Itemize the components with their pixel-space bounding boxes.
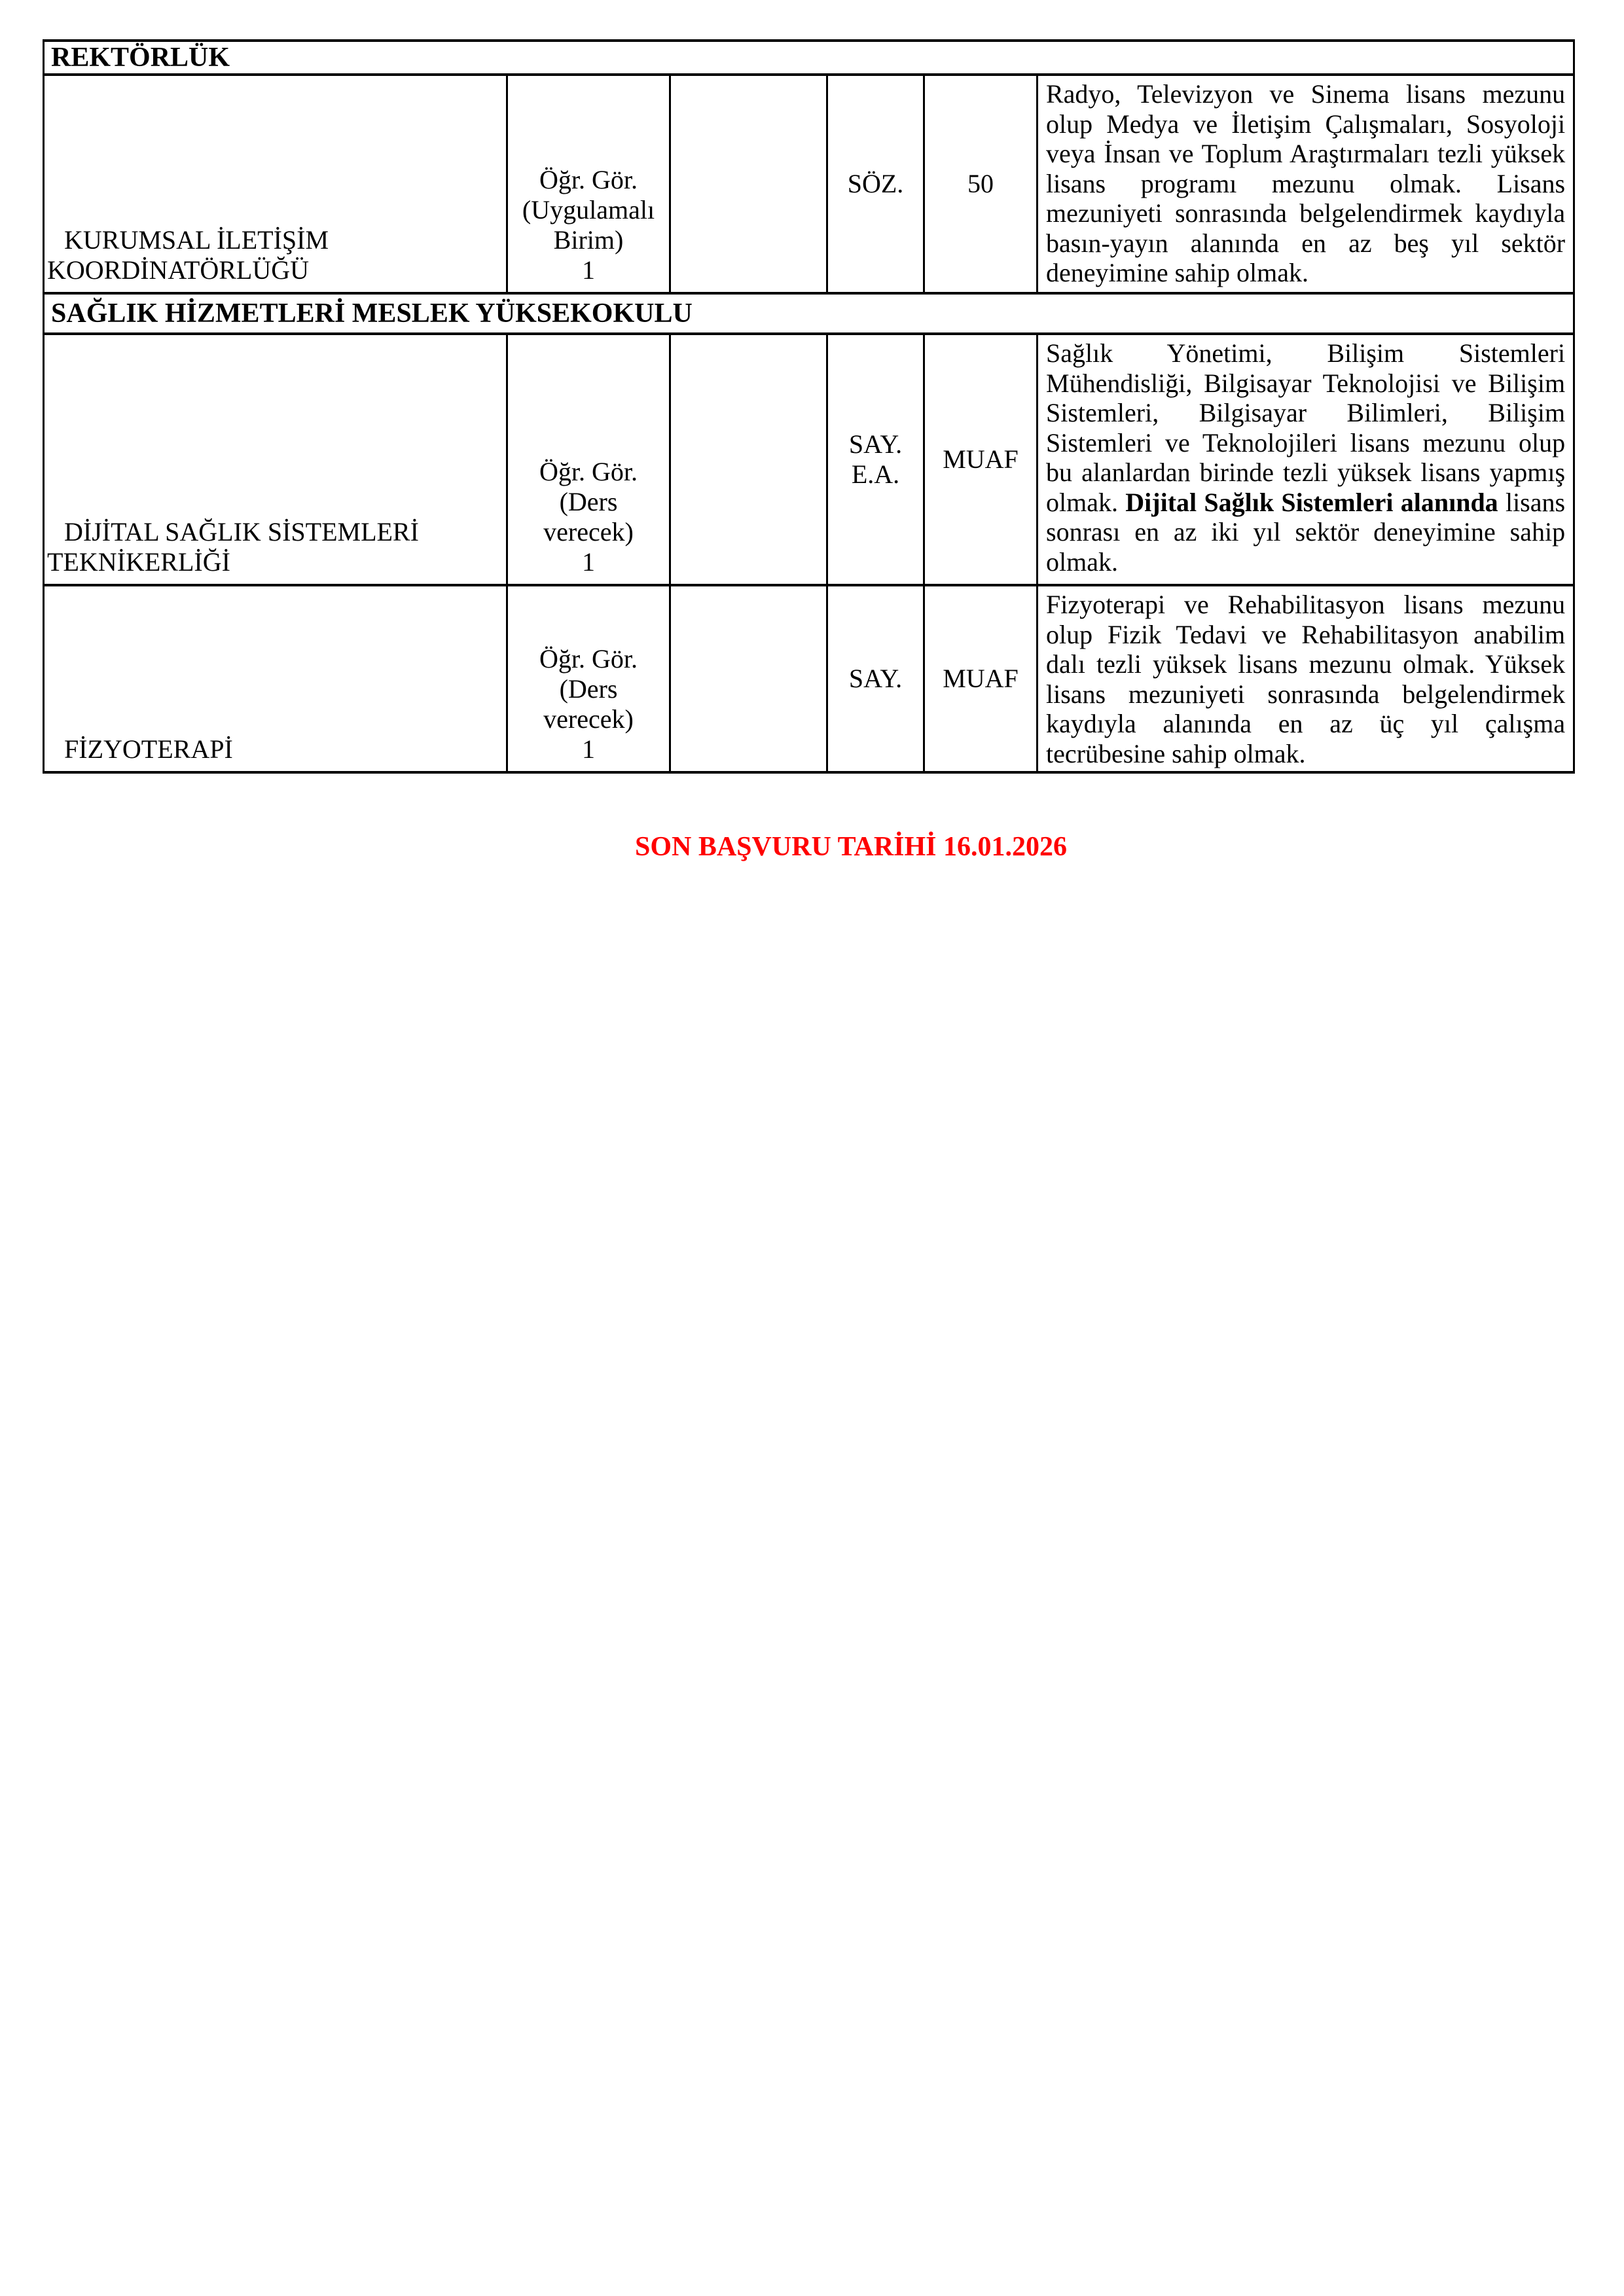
unit-name-line: FİZYOTERAPİ: [64, 734, 233, 764]
exam-type-line: E.A.: [851, 459, 900, 489]
position-title-line: Öğr. Gör.: [539, 165, 638, 194]
requirements-cell: [1038, 334, 1574, 585]
requirements-text: Fizyoterapi ve Rehabilitasyon lisans mezunu olup Fizik Tedavi ve Rehabilitasyon anabilim dalı tezli yüksek lisans mezunu olmak. Yüksek lisans mezuniyeti sonrasında belgelendirmek kaydıyla alanında en az üç yıl çalışma tecrübesine sahip olmak.: [1046, 590, 1566, 768]
exam-type-line: SAY.: [848, 429, 903, 459]
position-title-line: verecek): [543, 517, 634, 547]
position-title-line: (Ders: [559, 674, 618, 704]
requirements-text: lisans sonrası en az iki yıl sektör deneyimine sahip olmak.: [1046, 487, 1566, 577]
position-title-line: Öğr. Gör.: [539, 644, 638, 673]
application-deadline: SON BAŞVURU TARİHİ 16.01.2026: [634, 832, 1068, 862]
requirements-text: Sağlık Yönetimi, Bilişim Sistemleri Mühendisliği, Bilgisayar Teknolojisi ve Bilişim Sistemleri, Bilgisayar Bilimleri, Bilişim Sistemleri ve Teknolojileri lisans mezunu olup bu alanlardan birinde tezli yüksek lisans yapmış olmak.: [1046, 338, 1566, 517]
requirements-text: Radyo, Televizyon ve Sinema lisans mezunu olup Medya ve İletişim Çalışmaları, Sosyoloji veya İnsan ve Toplum Araştırmaları tezli yüksek lisans programı mezunu olmak. Lisans mezuniyeti sonrasında belgelendirmek kaydıyla basın-yayın alanında en az beş yıl sektör deneyimine sahip olmak.: [1046, 79, 1566, 287]
section-header-row: [44, 293, 1574, 334]
section-header-saglik-hizmetleri: SAĞLIK HİZMETLERİ MESLEK YÜKSEKOKULU: [44, 293, 1574, 334]
unit-name-line: KOORDİNATÖRLÜĞÜ: [47, 255, 309, 285]
requirements-cell: [1038, 75, 1574, 293]
position-cell: [507, 334, 670, 585]
score-cell: 50: [924, 75, 1038, 293]
position-title-line: (Ders: [559, 487, 618, 516]
table-row: [44, 585, 1574, 772]
exam-type-line: SÖZ.: [847, 169, 904, 198]
exam-type-cell: [827, 75, 924, 293]
unit-name-line: DİJİTAL SAĞLIK SİSTEMLERİ: [64, 517, 419, 547]
position-title-line: verecek): [543, 704, 634, 734]
unit-name-line: KURUMSAL İLETİŞİM: [64, 225, 329, 255]
job-postings-table: [43, 39, 1575, 774]
exam-type-cell: [827, 334, 924, 585]
unit-cell: [44, 585, 507, 772]
position-cell: [507, 75, 670, 293]
unit-cell: [44, 75, 507, 293]
score-cell: MUAF: [924, 334, 1038, 585]
position-count: 1: [582, 734, 595, 764]
empty-cell: [670, 585, 827, 772]
position-count: 1: [582, 547, 595, 577]
unit-cell: [44, 334, 507, 585]
unit-name-line: TEKNİKERLİĞİ: [47, 547, 230, 577]
section-header-rektorluk: REKTÖRLÜK: [44, 41, 1574, 75]
requirements-bold-text: Dijital Sağlık Sistemleri alanında: [1125, 487, 1498, 517]
section-header-row: [44, 41, 1574, 75]
table-row: [44, 75, 1574, 293]
exam-type-line: SAY.: [848, 664, 903, 693]
requirements-cell: [1038, 585, 1574, 772]
empty-cell: [670, 334, 827, 585]
score-cell: MUAF: [924, 585, 1038, 772]
empty-cell: [670, 75, 827, 293]
exam-type-cell: [827, 585, 924, 772]
position-title-line: Birim): [553, 225, 624, 255]
position-count: 1: [582, 255, 595, 285]
position-title-line: (Uygulamalı: [522, 195, 655, 224]
position-title-line: Öğr. Gör.: [539, 457, 638, 486]
table-row: [44, 334, 1574, 585]
position-cell: [507, 585, 670, 772]
